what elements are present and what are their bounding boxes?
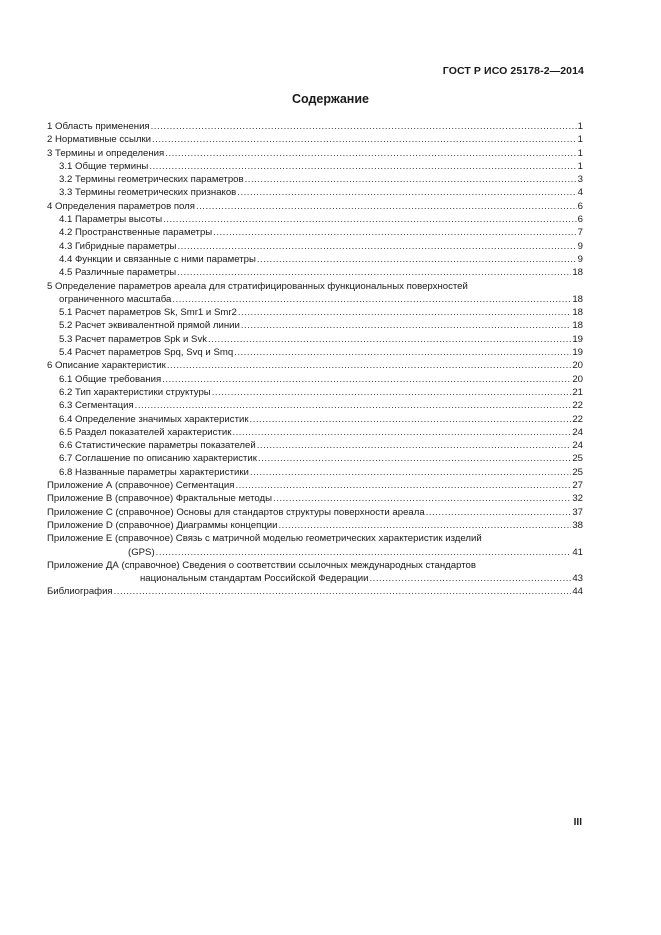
toc-entry[interactable]: [47, 226, 583, 239]
toc-entry-label: 6.6 Статистические параметры показателей: [59, 440, 256, 452]
toc-entry-label: Библиография: [47, 586, 113, 598]
toc-entry-page: 22: [572, 400, 583, 412]
toc-entry-label: 3.1 Общие термины: [59, 160, 149, 172]
toc-entry[interactable]: [47, 439, 583, 452]
toc-entry[interactable]: [47, 492, 583, 505]
toc-entry-label: 5 Определение параметров ареала для стратифицированных функциональных поверхностей: [47, 280, 468, 292]
toc-entry-page: 6: [577, 214, 583, 226]
toc-entry-page: 44: [572, 586, 583, 598]
toc-entry[interactable]: [47, 359, 583, 372]
toc-entry[interactable]: [47, 333, 583, 346]
page-number: III: [573, 817, 582, 828]
toc-entry-page: 24: [572, 426, 583, 438]
toc-entry-page: 1: [577, 160, 583, 172]
toc-entry-page: 18: [572, 320, 583, 332]
toc-entry[interactable]: [47, 373, 583, 386]
toc-entry-page: 18: [572, 267, 583, 279]
toc-entry[interactable]: [47, 466, 583, 479]
toc-entry[interactable]: [47, 133, 583, 146]
toc-entry-label-continued: национальным стандартам Российской Федерации: [140, 573, 369, 585]
toc-entry-label-continued: ограниченного масштаба: [59, 293, 172, 305]
toc-entry-multiline[interactable]: [47, 559, 583, 586]
toc-entry-label: 2 Нормативные ссылки: [47, 134, 152, 146]
toc-entry[interactable]: [47, 186, 583, 199]
toc-entry-label: 6.2 Тип характеристики структуры: [59, 386, 211, 398]
toc-entry-page: 24: [572, 440, 583, 452]
toc-entry-multiline[interactable]: [47, 532, 583, 559]
toc-entry-page: 27: [572, 480, 583, 492]
toc-entry-label: 6 Описание характеристик: [47, 360, 166, 372]
toc-entry-page: 18: [572, 293, 583, 305]
toc-entry-label: 5.3 Расчет параметров Spk и Svk: [59, 333, 208, 345]
toc-entry-label: 6.1 Общие требования: [59, 373, 162, 385]
toc-entry-page: 32: [572, 493, 583, 505]
toc-entry-label: 4.5 Различные параметры: [59, 267, 177, 279]
toc-entry-page: 43: [572, 573, 583, 585]
toc-entry[interactable]: [47, 240, 583, 253]
toc-entry-page: 18: [572, 307, 583, 319]
toc-entry-label: 4.1 Параметры высоты: [59, 214, 163, 226]
toc-entry-page: 20: [572, 360, 583, 372]
toc-entry-page: 21: [572, 386, 583, 398]
toc-entry-page: 25: [572, 466, 583, 478]
toc-entry-page: 38: [572, 519, 583, 531]
toc-entry-page: 19: [572, 333, 583, 345]
toc-entry-page: 7: [577, 227, 583, 239]
toc-entry-page: 22: [572, 413, 583, 425]
toc-entry[interactable]: [47, 213, 583, 226]
toc-entry-page: 4: [577, 187, 583, 199]
toc-entry-label: Приложение А (справочное) Сегментация: [47, 480, 235, 492]
toc-entry-page: 25: [572, 453, 583, 465]
toc-entry-label: Приложение ДА (справочное) Сведения о соответствии ссылочных международных стандартов: [47, 559, 476, 571]
toc-entry[interactable]: [47, 147, 583, 160]
toc-entry-label: 6.4 Определение значимых характеристик: [59, 413, 249, 425]
toc-entry-label: Приложение Е (справочное) Связь с матричной моделью геометрических характеристик изделий: [47, 533, 482, 545]
toc-entry-label: Приложение С (справочное) Основы для стандартов структуры поверхности ареала: [47, 506, 425, 518]
toc-entry-page: 19: [572, 347, 583, 359]
toc-entry-label: 6.3 Сегментация: [59, 400, 134, 412]
toc-entry[interactable]: [47, 386, 583, 399]
toc-entry-label: 4.3 Гибридные параметры: [59, 240, 177, 252]
toc-entry[interactable]: [47, 266, 583, 279]
toc-entry-page: 9: [577, 253, 583, 265]
toc-entry-label: Приложение В (справочное) Фрактальные методы: [47, 493, 272, 505]
toc-entry[interactable]: [47, 399, 583, 412]
toc-entry-page: 37: [572, 506, 583, 518]
toc-entry-label: 3.3 Термины геометрических признаков: [59, 187, 237, 199]
toc-entry[interactable]: [47, 160, 583, 173]
toc-entry-label: 4.4 Функции и связанные с ними параметры: [59, 253, 256, 265]
toc-entry-multiline[interactable]: [47, 280, 583, 307]
toc-entry-page: 1: [577, 121, 583, 132]
toc-entry-page: 3: [577, 174, 583, 186]
toc-entry[interactable]: [47, 306, 583, 319]
toc-entry-page: 1: [577, 147, 583, 159]
toc-entry-label-continued: (GPS): [128, 546, 155, 558]
toc-entry-label: 6.7 Соглашение по описанию характеристик: [59, 453, 257, 465]
toc-entry[interactable]: [47, 346, 583, 359]
toc-entry-label: 5.4 Расчет параметров Spq, Svq и Smq: [59, 347, 234, 359]
toc-entry[interactable]: [47, 413, 583, 426]
toc-entry[interactable]: [47, 253, 583, 266]
toc-entry[interactable]: [47, 585, 583, 598]
toc-entry-page: 6: [577, 200, 583, 212]
toc-entry-page: 1: [577, 134, 583, 146]
toc-entry-label: 3.2 Термины геометрических параметров: [59, 174, 244, 186]
toc-entry[interactable]: [47, 319, 583, 332]
toc-entry-label: Приложение D (справочное) Диаграммы концепции: [47, 519, 278, 531]
toc-entry[interactable]: [47, 426, 583, 439]
toc-entry-page: 41: [572, 546, 583, 558]
toc-entry[interactable]: [47, 519, 583, 532]
toc-entry-page: 20: [572, 373, 583, 385]
toc-entry[interactable]: [47, 200, 583, 213]
toc-entry-label: 3 Термины и определения: [47, 147, 165, 159]
toc-entry-label: 1 Область применения: [47, 121, 150, 132]
toc-entry-label: 4.2 Пространственные параметры: [59, 227, 213, 239]
toc-entry[interactable]: [47, 120, 583, 133]
toc-entry-label: 5.1 Расчет параметров Sk, Smr1 и Smr2: [59, 307, 237, 319]
toc-entry-label: 4 Определения параметров поля: [47, 200, 195, 212]
toc-entry[interactable]: [47, 173, 583, 186]
toc-entry[interactable]: [47, 479, 583, 492]
toc-entry-label: 5.2 Расчет эквивалентной прямой линии: [59, 320, 240, 332]
toc-entry-label: 6.8 Названные параметры характеристики: [59, 466, 249, 478]
toc-entry[interactable]: [47, 506, 583, 519]
toc-entry-label: 6.5 Раздел показателей характеристик: [59, 426, 232, 438]
toc-entry[interactable]: [47, 452, 583, 465]
table-of-contents: [47, 120, 583, 599]
document-header: ГОСТ Р ИСО 25178-2—2014: [442, 65, 584, 77]
toc-entry-page: 9: [577, 240, 583, 252]
page-title: Содержание: [291, 92, 369, 106]
